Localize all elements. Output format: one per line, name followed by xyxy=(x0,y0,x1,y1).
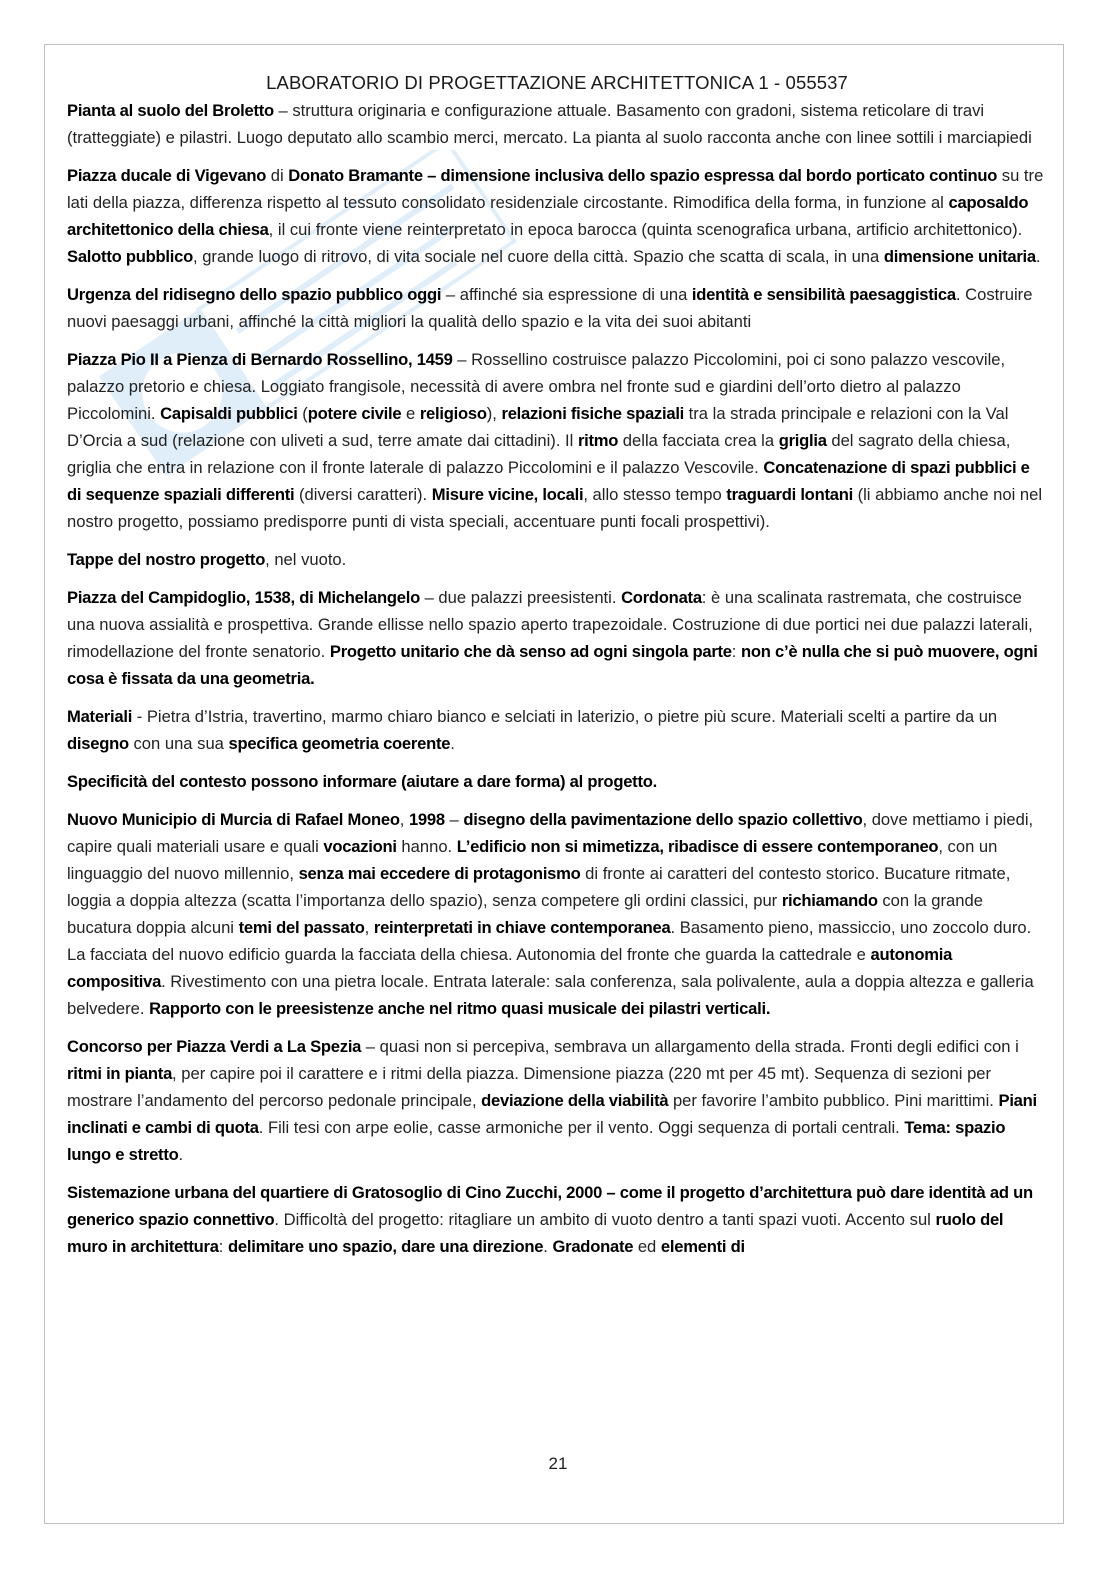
bold-text: Tappe del nostro progetto xyxy=(67,550,266,569)
bold-text: elementi di xyxy=(660,1237,745,1256)
bold-text: deviazione della viabilità xyxy=(481,1091,669,1110)
bold-text: non c’è nulla che si può muovere, ogni cosa è fissata da una geometria. xyxy=(67,642,1038,688)
body-text: per favorire l’ambito pubblico. Pini marittimi. xyxy=(668,1091,999,1110)
paragraph xyxy=(67,806,1047,1022)
body-text: . xyxy=(543,1237,553,1256)
body-text: , grande luogo di ritrovo, di vita sociale nel cuore della città. Spazio che scatta di scala, in una xyxy=(192,247,884,266)
page-header: LABORATORIO DI PROGETTAZIONE ARCHITETTONICA 1 - 055537 xyxy=(266,72,848,93)
body-text: , xyxy=(364,918,374,937)
paragraph xyxy=(67,768,1047,795)
bold-text: Piazza ducale di Vigevano xyxy=(67,166,267,185)
bold-text: Progetto unitario che dà senso ad ogni singola parte xyxy=(329,642,732,661)
body-text: . Rivestimento con una pietra locale. Entrata laterale: sala conferenza, sala polivalente, aula a doppia altezza e galleria belvedere. xyxy=(67,972,1034,1018)
paragraph xyxy=(67,703,1047,757)
bold-text: relazioni fisiche spaziali xyxy=(501,404,685,423)
bold-text: Salotto pubblico xyxy=(67,247,193,266)
bold-text: Nuovo Municipio di Murcia di Rafael Moneo xyxy=(67,810,400,829)
bold-text: Specificità del contesto possono informare (aiutare a dare forma) al progetto. xyxy=(67,772,657,791)
bold-text: Tema: spazio lungo e stretto xyxy=(67,1118,1006,1164)
bold-text: Piazza Pio II a Pienza di Bernardo Rossellino, 1459 xyxy=(67,350,453,369)
body-text: : xyxy=(731,642,742,661)
body-text: della facciata crea la xyxy=(618,431,779,450)
bold-text: Rapporto con le preesistenze anche nel ritmo quasi musicale dei pilastri verticali. xyxy=(149,999,771,1018)
body-text: . Fili tesi con arpe eolie, casse armoniche per il vento. Oggi sequenza di portali centrali. xyxy=(258,1118,905,1137)
bold-text: disegno della pavimentazione dello spazio collettivo xyxy=(463,810,863,829)
bold-text: griglia xyxy=(778,431,827,450)
bold-text: religioso xyxy=(419,404,487,423)
bold-text: Concatenazione di spazi pubblici e di sequenze spaziali differenti xyxy=(67,458,1030,504)
body-text: - Pietra d’Istria, travertino, marmo chiaro bianco e selciati in laterizio, o pietre più scure. Materiali scelti a partire da un xyxy=(132,707,998,726)
bold-text: caposaldo architettonico della chiesa xyxy=(67,193,1029,239)
bold-text: traguardi lontani xyxy=(726,485,853,504)
bold-text: ritmi in pianta xyxy=(67,1064,173,1083)
bold-text: Piani inclinati e cambi di quota xyxy=(67,1091,1037,1137)
body-text: tra la strada principale e relazioni con la Val D’Orcia a sud (relazione con uliveti a sud, terre amate dai cittadini). Il xyxy=(67,404,1009,450)
body-text: (diversi caratteri). xyxy=(294,485,432,504)
body-text: del sagrato della chiesa, griglia che entra in relazione con il fronte laterale di palazzo Piccolomini e il palazzo Vescovile. xyxy=(67,431,1011,477)
bold-text: potere civile xyxy=(307,404,402,423)
body-text: – Rossellino costruisce palazzo Piccolomini, poi ci sono palazzo vescovile, palazzo pretorio e chiesa. Loggiato frangisole, necessità di avere ombra nel fronte sud e giardini dell’orto dietro al palazzo Piccolomini. xyxy=(67,350,1006,423)
bold-text: autonomia compositiva xyxy=(67,945,953,991)
paragraph xyxy=(67,546,1047,573)
paragraph xyxy=(67,162,1047,270)
bold-text: reinterpretati in chiave contemporanea xyxy=(373,918,671,937)
bold-text: Gradonate xyxy=(552,1237,634,1256)
body-text: su tre lati della piazza, differenza rispetto al tessuto consolidato residenziale circostante. Rimodifica della forma, in funzione al xyxy=(67,166,1044,212)
bold-text: Concorso per Piazza Verdi a La Spezia xyxy=(67,1037,362,1056)
bold-text: disegno xyxy=(67,734,129,753)
paragraph xyxy=(67,584,1047,692)
bold-text: temi del passato xyxy=(238,918,365,937)
bold-text: senza mai eccedere di protagonismo xyxy=(298,864,581,883)
body-text: – quasi non si percepiva, sembrava un allargamento della strada. Fronti degli edifici con i xyxy=(361,1037,1019,1056)
body-text: , dove mettiamo i piedi, capire quali materiali usare e quali xyxy=(67,810,1034,856)
body-text: . Basamento pieno, massiccio, uno zoccolo duro. La facciata del nuovo edificio guarda la facciata della chiesa. Autonomia del fronte che guarda la cattedrale e xyxy=(67,918,1032,964)
document-body xyxy=(67,70,1047,1271)
bold-text: Pianta al suolo del Broletto xyxy=(67,101,274,120)
body-text: : xyxy=(218,1237,228,1256)
bold-text: delimitare uno spazio, dare una direzione xyxy=(227,1237,544,1256)
body-text: , per capire poi il carattere e i ritmi della piazza. Dimensione piazza (220 mt per 45 mt). Sequenza di sezioni per mostrare l’andamento del percorso pedonale principale, xyxy=(67,1064,992,1110)
body-text: . xyxy=(178,1145,184,1164)
body-text: , con un linguaggio del nuovo millennio, xyxy=(67,837,998,883)
body-text: – struttura originaria e configurazione attuale. Basamento con gradoni, sistema reticolare di travi (tratteggiate) e pilastri. Luogo deputato allo scambio merci, mercato. La pianta al suolo racconta anche con linee sottili i marciapiedi xyxy=(67,101,1032,147)
bold-text: ruolo del muro in architettura xyxy=(67,1210,1004,1256)
bold-text: identità e sensibilità paesaggistica xyxy=(691,285,956,304)
bold-text: Urgenza del ridisegno dello spazio pubblico oggi xyxy=(67,285,442,304)
body-text: . Difficoltà del progetto: ritagliare un ambito di vuoto dentro a tanti spazi vuoti. Accento sul xyxy=(274,1210,936,1229)
bold-text: 1998 xyxy=(408,810,445,829)
body-text: – due palazzi preesistenti. xyxy=(419,588,622,607)
body-text: ), xyxy=(486,404,502,423)
page-number: 21 xyxy=(548,1454,568,1473)
body-text: e xyxy=(401,404,420,423)
paragraph xyxy=(67,346,1047,535)
body-text: , allo stesso tempo xyxy=(583,485,727,504)
bold-text: vocazioni xyxy=(323,837,397,856)
body-text: . xyxy=(1035,247,1041,266)
paragraph xyxy=(67,97,1047,151)
bold-text: Capisaldi pubblici xyxy=(160,404,298,423)
bold-text: Misure vicine, locali xyxy=(431,485,584,504)
body-text: , il cui fronte viene reinterpretato in epoca barocca (quinta scenografica urbana, artificio architettonico). xyxy=(268,220,1023,239)
body-text: – xyxy=(444,810,464,829)
paragraph xyxy=(67,281,1047,335)
body-text: : è una scalinata rastremata, che costruisce una nuova assialità e prospettiva. Grande ellisse nello spazio aperto trapezoidale. Costruzione di due portici nei due palazzi laterali, rimodellazione del fronte senatorio. xyxy=(67,588,1033,661)
body-text: . xyxy=(450,734,455,753)
bold-text: Donato Bramante – dimensione inclusiva dello spazio espressa dal bordo porticato continuo xyxy=(288,166,998,185)
bold-text: dimensione unitaria xyxy=(883,247,1036,266)
bold-text: Cordonata xyxy=(621,588,702,607)
body-text: (li abbiamo anche noi nel nostro progetto, possiamo predisporre punti di vista speciali, accentuare punti focali prospettivi). xyxy=(67,485,1043,531)
bold-text: specifica geometria coerente xyxy=(228,734,451,753)
body-text: ed xyxy=(633,1237,661,1256)
body-text: di fronte ai caratteri del contesto storico. Bucature ritmate, loggia a doppia altezza (scatta l’importanza dello spazio), senza competere gli ordini classici, pur xyxy=(67,864,1011,910)
paragraph xyxy=(67,1179,1047,1260)
body-text: , xyxy=(399,810,409,829)
body-text: , nel vuoto. xyxy=(265,550,347,569)
body-text: . Costruire nuovi paesaggi urbani, affinché la città migliori la qualità dello spazio e la vita dei suoi abitanti xyxy=(67,285,1033,331)
bold-text: Sistemazione urbana del quartiere di Gratosoglio di Cino Zucchi, 2000 – come il progetto d’architettura può dare identità ad un generico spazio connettivo xyxy=(67,1183,1033,1229)
bold-text: richiamando xyxy=(781,891,878,910)
body-text: – affinché sia espressione di una xyxy=(441,285,692,304)
bold-text: ritmo xyxy=(577,431,619,450)
body-text: con la grande bucatura doppia alcuni xyxy=(67,891,983,937)
paragraph xyxy=(67,1033,1047,1168)
bold-text: L’edificio non si mimetizza, ribadisce di essere contemporaneo xyxy=(456,837,939,856)
paragraph-list xyxy=(67,97,1047,1260)
body-text: ( xyxy=(297,404,308,423)
bold-text: Materiali xyxy=(67,707,133,726)
body-text: di xyxy=(266,166,289,185)
body-text: con una sua xyxy=(128,734,229,753)
bold-text: Piazza del Campidoglio, 1538, di Michelangelo xyxy=(67,588,420,607)
body-text: hanno. xyxy=(396,837,457,856)
